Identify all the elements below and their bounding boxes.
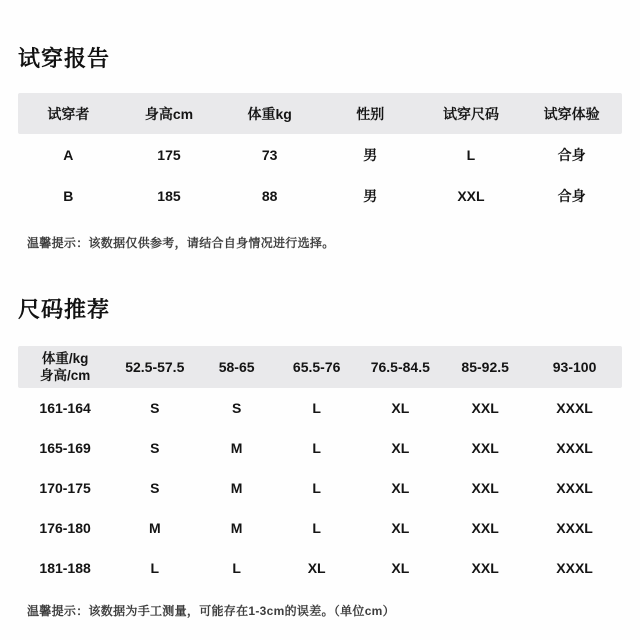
size-recommend-note: 温馨提示：该数据为手工测量，可能存在1-3cm的误差。（单位cm） [27, 604, 395, 618]
tryon-header-row [18, 93, 622, 134]
col-header-height: 身高cm [144, 105, 194, 122]
size-cell: XL [391, 440, 410, 456]
size-cell: XXL [471, 560, 499, 576]
col-header-size: 试穿尺码 [442, 105, 499, 122]
cell-height: 185 [157, 187, 181, 204]
corner-height-label: 身高/cm [39, 368, 91, 383]
table-row [18, 175, 622, 216]
table-row [18, 508, 622, 548]
table-row [18, 388, 622, 428]
size-cell: L [232, 560, 241, 576]
tryon-report-note: 温馨提示：该数据仅供参考，请结合自身情况进行选择。 [27, 236, 335, 250]
cell-tester: B [63, 187, 74, 204]
corner-weight-label: 体重/kg [41, 351, 89, 366]
size-cell: S [150, 440, 160, 456]
cell-size: L [466, 146, 476, 163]
height-range-cell: 176-180 [39, 520, 91, 536]
table-row [18, 468, 622, 508]
size-cell: XXXL [556, 520, 593, 536]
col-header-weight: 体重kg [247, 105, 292, 122]
height-range-cell: 161-164 [39, 400, 91, 416]
size-cell: L [150, 560, 160, 576]
size-cell: XL [391, 560, 410, 576]
size-cell: XL [307, 560, 326, 576]
size-cell: L [312, 520, 321, 536]
size-header-row [18, 346, 622, 388]
cell-experience: 合身 [557, 146, 586, 163]
cell-experience: 合身 [557, 187, 586, 204]
weight-range-header: 85-92.5 [461, 359, 509, 375]
size-cell: XXXL [556, 440, 593, 456]
size-cell: L [312, 440, 321, 456]
cell-height: 175 [157, 146, 181, 163]
size-cell: XXL [471, 440, 499, 456]
size-cell: M [148, 520, 161, 536]
col-header-tester: 试穿者 [47, 105, 90, 122]
weight-range-header: 76.5-84.5 [370, 359, 430, 375]
corner-header-weight-height [18, 346, 112, 388]
size-cell: L [312, 480, 321, 496]
size-cell: M [230, 520, 243, 536]
size-cell: M [230, 440, 243, 456]
size-cell: XXL [471, 480, 499, 496]
tryon-report-table [18, 93, 622, 216]
size-cell: S [150, 400, 160, 416]
size-cell: S [150, 480, 160, 496]
size-cell: S [231, 400, 242, 416]
size-cell: XXL [471, 520, 499, 536]
height-range-cell: 170-175 [39, 480, 91, 496]
table-row [18, 548, 622, 588]
weight-range-header: 93-100 [552, 359, 597, 375]
col-header-experience: 试穿体验 [543, 105, 600, 122]
table-row [18, 428, 622, 468]
weight-range-header: 58-65 [218, 359, 255, 375]
cell-gender: 男 [363, 146, 378, 163]
size-cell: XXXL [556, 400, 593, 416]
size-cell: M [230, 480, 243, 496]
cell-gender: 男 [363, 187, 378, 204]
weight-range-header: 52.5-57.5 [125, 359, 185, 375]
size-cell: XXXL [556, 480, 593, 496]
col-header-gender: 性别 [356, 105, 385, 122]
weight-range-header: 65.5-76 [292, 359, 341, 375]
size-cell: XXL [471, 400, 499, 416]
cell-tester: A [63, 146, 74, 163]
table-row [18, 134, 622, 175]
size-cell: XL [391, 400, 410, 416]
size-cell: XL [391, 480, 410, 496]
size-cell: XXXL [556, 560, 593, 576]
cell-size: XXL [457, 187, 485, 204]
size-cell: L [312, 400, 321, 416]
tryon-report-title: 试穿报告 [18, 46, 111, 71]
cell-weight: 73 [261, 146, 278, 163]
size-recommend-table [18, 346, 622, 588]
size-recommend-title: 尺码推荐 [18, 297, 111, 322]
height-range-cell: 181-188 [39, 560, 91, 576]
cell-weight: 88 [261, 187, 278, 204]
size-cell: XL [391, 520, 410, 536]
height-range-cell: 165-169 [39, 440, 91, 456]
